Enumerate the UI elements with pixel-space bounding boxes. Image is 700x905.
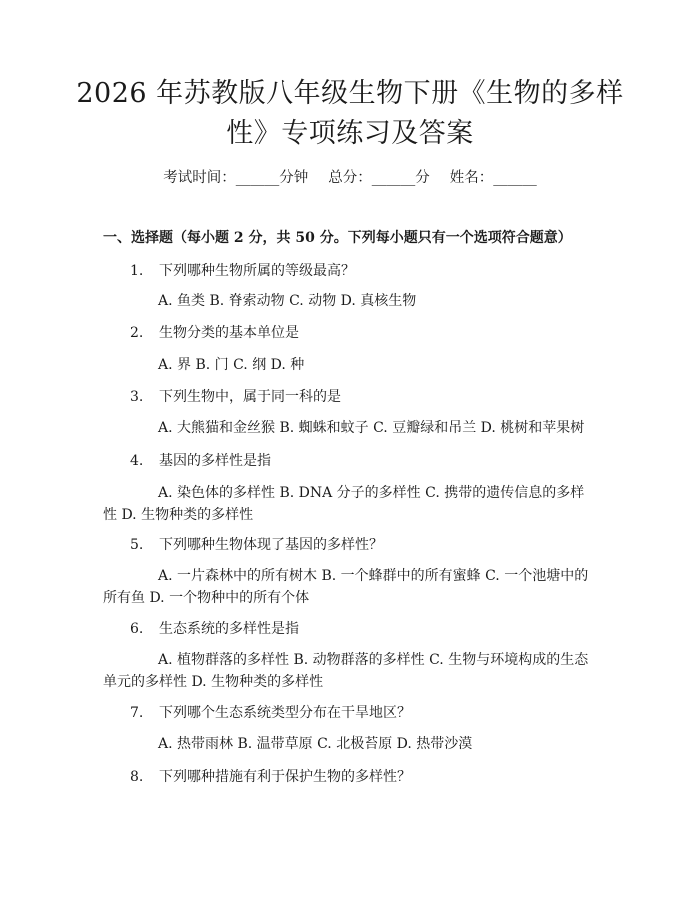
question-number: 5. bbox=[130, 537, 144, 553]
question-4-options: A. 染色体的多样性 B. DNA 分子的多样性 C. 携带的遗传信息的多样性 D. 生物种类的多样性 bbox=[103, 485, 585, 523]
question-5 bbox=[130, 535, 383, 555]
question-1-options: A. 鱼类 B. 脊索动物 C. 动物 D. 真核生物 bbox=[158, 293, 417, 309]
question-8 bbox=[130, 767, 411, 787]
question-text: 下列哪个生态系统类型分布在干旱地区？ bbox=[159, 705, 411, 721]
question-number: 6. bbox=[130, 621, 144, 637]
document-title: 2026 年苏教版八年级生物下册《生物的多样性》专项练习及答案 bbox=[76, 78, 624, 149]
question-number: 2. bbox=[130, 325, 144, 341]
question-number: 1. bbox=[130, 263, 144, 279]
question-number: 8. bbox=[130, 769, 144, 785]
question-text: 下列生物中，属于同一科的是 bbox=[159, 389, 341, 405]
question-2-options: A. 界 B. 门 C. 纲 D. 种 bbox=[158, 357, 305, 373]
question-text: 生态系统的多样性是指 bbox=[159, 621, 299, 637]
question-7-options: A. 热带雨林 B. 温带草原 C. 北极苔原 D. 热带沙漠 bbox=[158, 736, 473, 752]
question-text: 生物分类的基本单位是 bbox=[159, 325, 299, 341]
question-number: 4. bbox=[130, 453, 144, 469]
question-7 bbox=[130, 703, 411, 723]
section-heading: 一、选择题（每小题 2 分，共 50 分。下列每小题只有一个选项符合题意） bbox=[103, 230, 572, 246]
question-text: 下列哪种生物所属的等级最高？ bbox=[159, 263, 355, 279]
question-2 bbox=[130, 323, 299, 343]
question-text: 基因的多样性是指 bbox=[159, 453, 271, 469]
total-score-field: 总分：______分 bbox=[328, 170, 430, 186]
question-text: 下列哪种措施有利于保护生物的多样性？ bbox=[159, 769, 411, 785]
question-3-options: A. 大熊猫和金丝猴 B. 蜘蛛和蚊子 C. 豆瓣绿和吊兰 D. 桃树和苹果树 bbox=[158, 420, 585, 436]
exam-time-field: 考试时间：______分钟 bbox=[163, 170, 309, 186]
student-name-field: 姓名：______ bbox=[449, 170, 537, 186]
question-number: 3. bbox=[130, 389, 144, 405]
exam-info-line bbox=[0, 168, 700, 188]
question-1 bbox=[130, 261, 355, 281]
question-6 bbox=[130, 619, 299, 639]
question-6-options: A. 植物群落的多样性 B. 动物群落的多样性 C. 生物与环境构成的生态单元的多样性 D. 生物种类的多样性 bbox=[103, 652, 589, 690]
question-number: 7. bbox=[130, 705, 144, 721]
question-3 bbox=[130, 387, 341, 407]
question-4 bbox=[130, 451, 271, 471]
question-text: 下列哪种生物体现了基因的多样性？ bbox=[159, 537, 383, 553]
question-5-options: A. 一片森林中的所有树木 B. 一个蜂群中的所有蜜蜂 C. 一个池塘中的所有鱼 D. 一个物种中的所有个体 bbox=[103, 568, 589, 606]
